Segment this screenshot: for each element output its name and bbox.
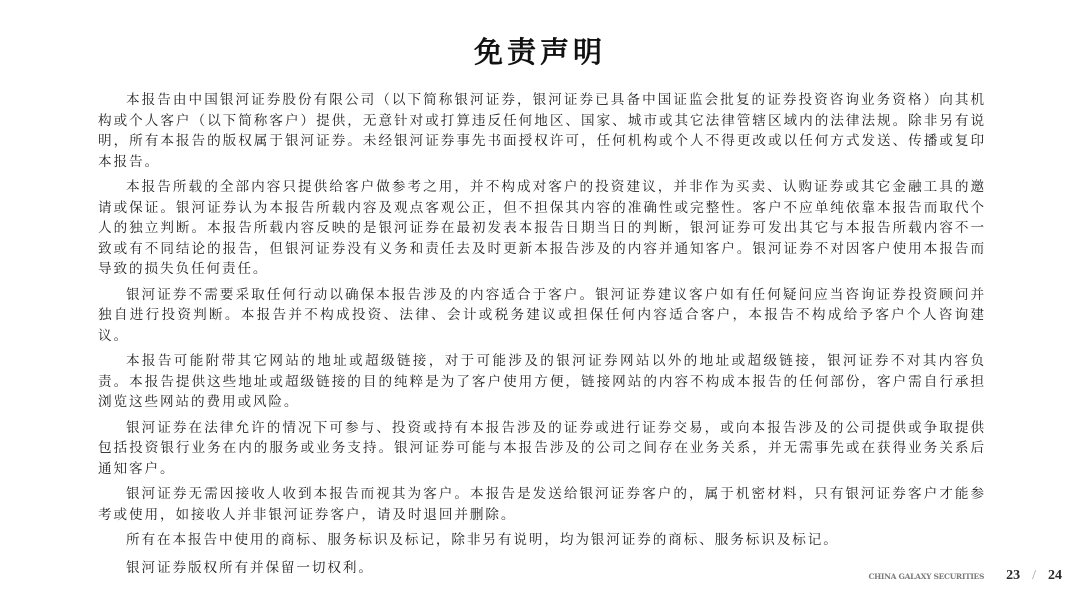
- paragraph-copyright: 本报告由中国银河证券股份有限公司（以下简称银河证券，银河证券已具备中国证监会批复的证券投资咨询业务资格）向其机构或个人客户（以下简称客户）提供，无意针对或打算违反任何地区、国家、城市或其它法律管辖区域内的法律法规。除非另有说明，所有本报告的版权属于银河证券。未经银河证券事先书面授权许可，任何机构或个人不得更改或以任何方式发送、传播或复印本报告。: [98, 92, 986, 170]
- paragraph-recipients: 银河证券无需因接收人收到本报告而视其为客户。本报告是发送给银河证券客户的，属于机密材料，只有银河证券客户才能参考或使用，如接收人并非银河证券客户，请及时退回并删除。: [98, 486, 986, 523]
- page-number-total: 24: [1048, 568, 1062, 583]
- paragraph-trademarks: 所有在本报告中使用的商标、服务标识及标记，除非另有说明，均为银河证券的商标、服务标识及标记。: [126, 532, 839, 548]
- page-footer: [868, 568, 1062, 584]
- page-number-separator: /: [1032, 568, 1036, 583]
- paragraph-rights-reserved: 银河证券版权所有并保留一切权利。: [126, 560, 374, 576]
- page-title: 免责声明: [473, 35, 606, 69]
- paragraph-hyperlinks: 本报告可能附带其它网站的地址或超级链接，对于可能涉及的银河证券网站以外的地址或超级链接，银河证券不对其内容负责。本报告提供这些地址或超级链接的目的纯粹是为了客户使用方便，链接网站的内容不构成本报告的任何部份，客户需自行承担浏览这些网站的费用或风险。: [98, 353, 986, 410]
- disclaimer-body: [98, 90, 986, 586]
- footer-brand-logo: CHINA GALAXY SECURITIES: [868, 572, 985, 581]
- paragraph-conflicts: 银河证券在法律允许的情况下可参与、投资或持有本报告涉及的证券或进行证券交易，或向本报告涉及的公司提供或争取提供包括投资银行业务在内的服务或业务支持。银河证券可能与本报告涉及的公司之间存在业务关系，并无需事先或在获得业务关系后通知客户。: [98, 419, 986, 477]
- paragraph-suitability: 银河证券不需要采取任何行动以确保本报告涉及的内容适合于客户。银河证券建议客户如有任何疑问应当咨询证券投资顾问并独自进行投资判断。本报告并不构成投资、法律、会计或税务建议或担保任何内容适合客户，本报告不构成给予客户个人咨询建议。: [98, 286, 986, 344]
- paragraph-reference-only: 本报告所载的全部内容只提供给客户做参考之用，并不构成对客户的投资建议，并非作为买卖、认购证券或其它金融工具的邀请或保证。银河证券认为本报告所载内容及观点客观公正，但不担保其内容的准确性或完整性。客户不应单纯依靠本报告而取代个人的独立判断。本报告所载内容反映的是银河证券在最初发表本报告日期当日的判断，银河证券可发出其它与本报告所载内容不一致或有不同结论的报告，但银河证券没有义务和责任去及时更新本报告涉及的内容并通知客户。银河证券不对因客户使用本报告而导致的损失负任何责任。: [98, 179, 986, 277]
- page-number-current: 23: [1006, 568, 1021, 583]
